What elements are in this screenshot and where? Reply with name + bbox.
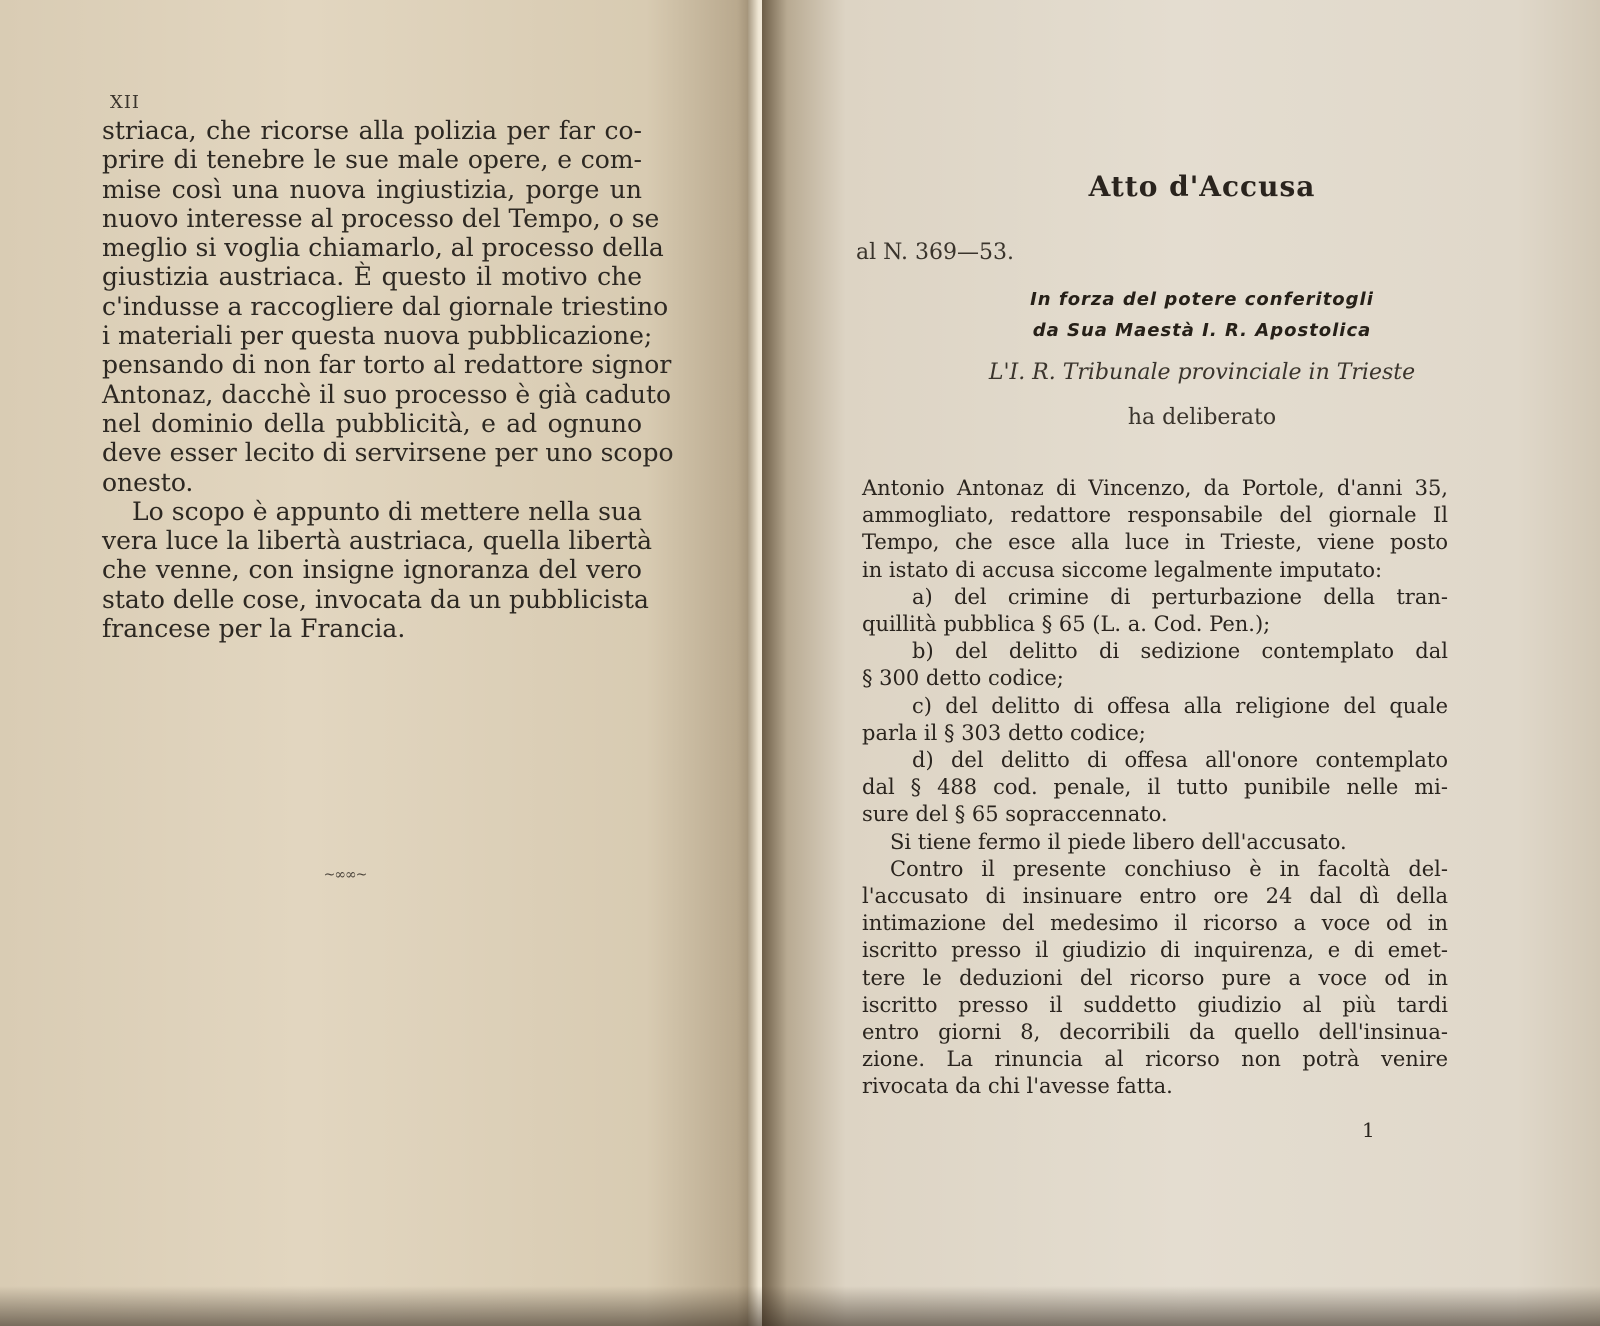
right-page-number: 1 [1362, 1118, 1375, 1142]
text-line: Lo scopo è appunto di mettere nella sua [132, 496, 642, 526]
text-line: nuovo interesse al processo del Tempo, o se [102, 203, 660, 233]
text-line: onesto. [102, 467, 194, 497]
left-page [0, 0, 760, 1326]
decision-heading: ha deliberato [1127, 405, 1277, 430]
text-line: Tempo, che esce alla luce in Trieste, viene posto [862, 530, 1448, 555]
document-reference: al N. 369—53. [856, 240, 1014, 265]
text-line: Antonio Antonaz di Vincenzo, da Portole, d'anni 35, [862, 476, 1448, 500]
text-line: giustizia austriaca. È questo il motivo che [102, 262, 642, 292]
text-line: a) del crimine di perturbazione della tran- [912, 584, 1448, 609]
document-title: Atto d'Accusa [1088, 170, 1316, 203]
text-line: iscritto presso il suddetto giudizio al più tardi [862, 992, 1448, 1017]
text-line: sure del § 65 sopraccennato. [862, 802, 1168, 827]
text-line: stato delle cose, invocata da un pubblicista [102, 584, 649, 614]
text-line: striaca, che ricorse alla polizia per far co- [102, 116, 642, 145]
text-line: c) del delitto di offesa alla religione del quale [912, 693, 1448, 718]
text-line: quillità pubblica § 65 (L. a. Cod. Pen.); [862, 612, 1271, 637]
text-line: iscritto presso il giudizio di inquirenza, e di emet- [862, 938, 1448, 963]
text-line: c'indusse a raccogliere dal giornale triestino [102, 291, 669, 321]
text-line: i materiali per questa nuova pubblicazione; [102, 321, 653, 351]
text-line: deve esser lecito di servirsene per uno scopo [102, 438, 674, 468]
authority-line-2: da Sua Maestà I. R. Apostolica [1032, 320, 1372, 341]
text-line: Si tiene fermo il piede libero dell'accusato. [890, 829, 1347, 854]
text-line: ammogliato, redattore responsabile del giornale Il [862, 503, 1448, 528]
text-line: prire di tenebre le sue male opere, e com- [102, 145, 642, 175]
text-line: § 300 detto codice; [862, 666, 1064, 691]
ornament-divider: ~∞∞~ [323, 867, 367, 883]
bottom-shadow [0, 1286, 1600, 1326]
text-line: d) del delitto di offesa all'onore contemplato [912, 748, 1448, 773]
text-line: intimazione del medesimo il ricorso a voce od in [862, 911, 1448, 936]
text-line: entro giorni 8, decorribili da quello dell'insinua- [862, 1020, 1448, 1045]
right-page-text [862, 475, 1448, 1101]
text-line: zione. La rinuncia al ricorso non potrà venire [862, 1047, 1448, 1072]
text-line: pensando di non far torto al redattore signor [102, 350, 672, 380]
text-line: b) del delitto di sedizione contemplato dal [912, 639, 1448, 664]
text-line: francese per la Francia. [102, 614, 406, 644]
authority-line-1: In forza del potere conferitogli [1030, 289, 1374, 310]
text-line: l'accusato di insinuare entro ore 24 dal dì della [862, 884, 1448, 909]
text-line: Antonaz, dacchè il suo processo è già caduto [102, 379, 672, 409]
text-line: nel dominio della pubblicità, e ad ognuno [102, 408, 642, 438]
text-line: mise così una nuova ingiustizia, porge un [102, 174, 642, 204]
text-line: tere le deduzioni del ricorso pure a voce od in [862, 965, 1448, 990]
text-line: che venne, con insigne ignoranza del vero [102, 555, 642, 585]
left-page-number: XII [110, 92, 141, 113]
text-line: vera luce la libertà austriaca, quella libertà [102, 526, 653, 556]
text-line: parla il § 303 detto codice; [862, 720, 1146, 745]
text-line: rivocata da chi l'avesse fatta. [862, 1074, 1173, 1099]
left-page-text [102, 98, 674, 644]
text-line: in istato di accusa siccome legalmente imputato: [862, 557, 1383, 582]
text-line: Contro il presente conchiuso è in facoltà del- [890, 856, 1448, 881]
court-name: L'I. R. Tribunale provinciale in Trieste [988, 360, 1416, 385]
text-line: dal § 488 cod. penale, il tutto punibile nelle mi- [862, 775, 1448, 800]
text-line: meglio si voglia chiamarlo, al processo della [102, 233, 664, 263]
